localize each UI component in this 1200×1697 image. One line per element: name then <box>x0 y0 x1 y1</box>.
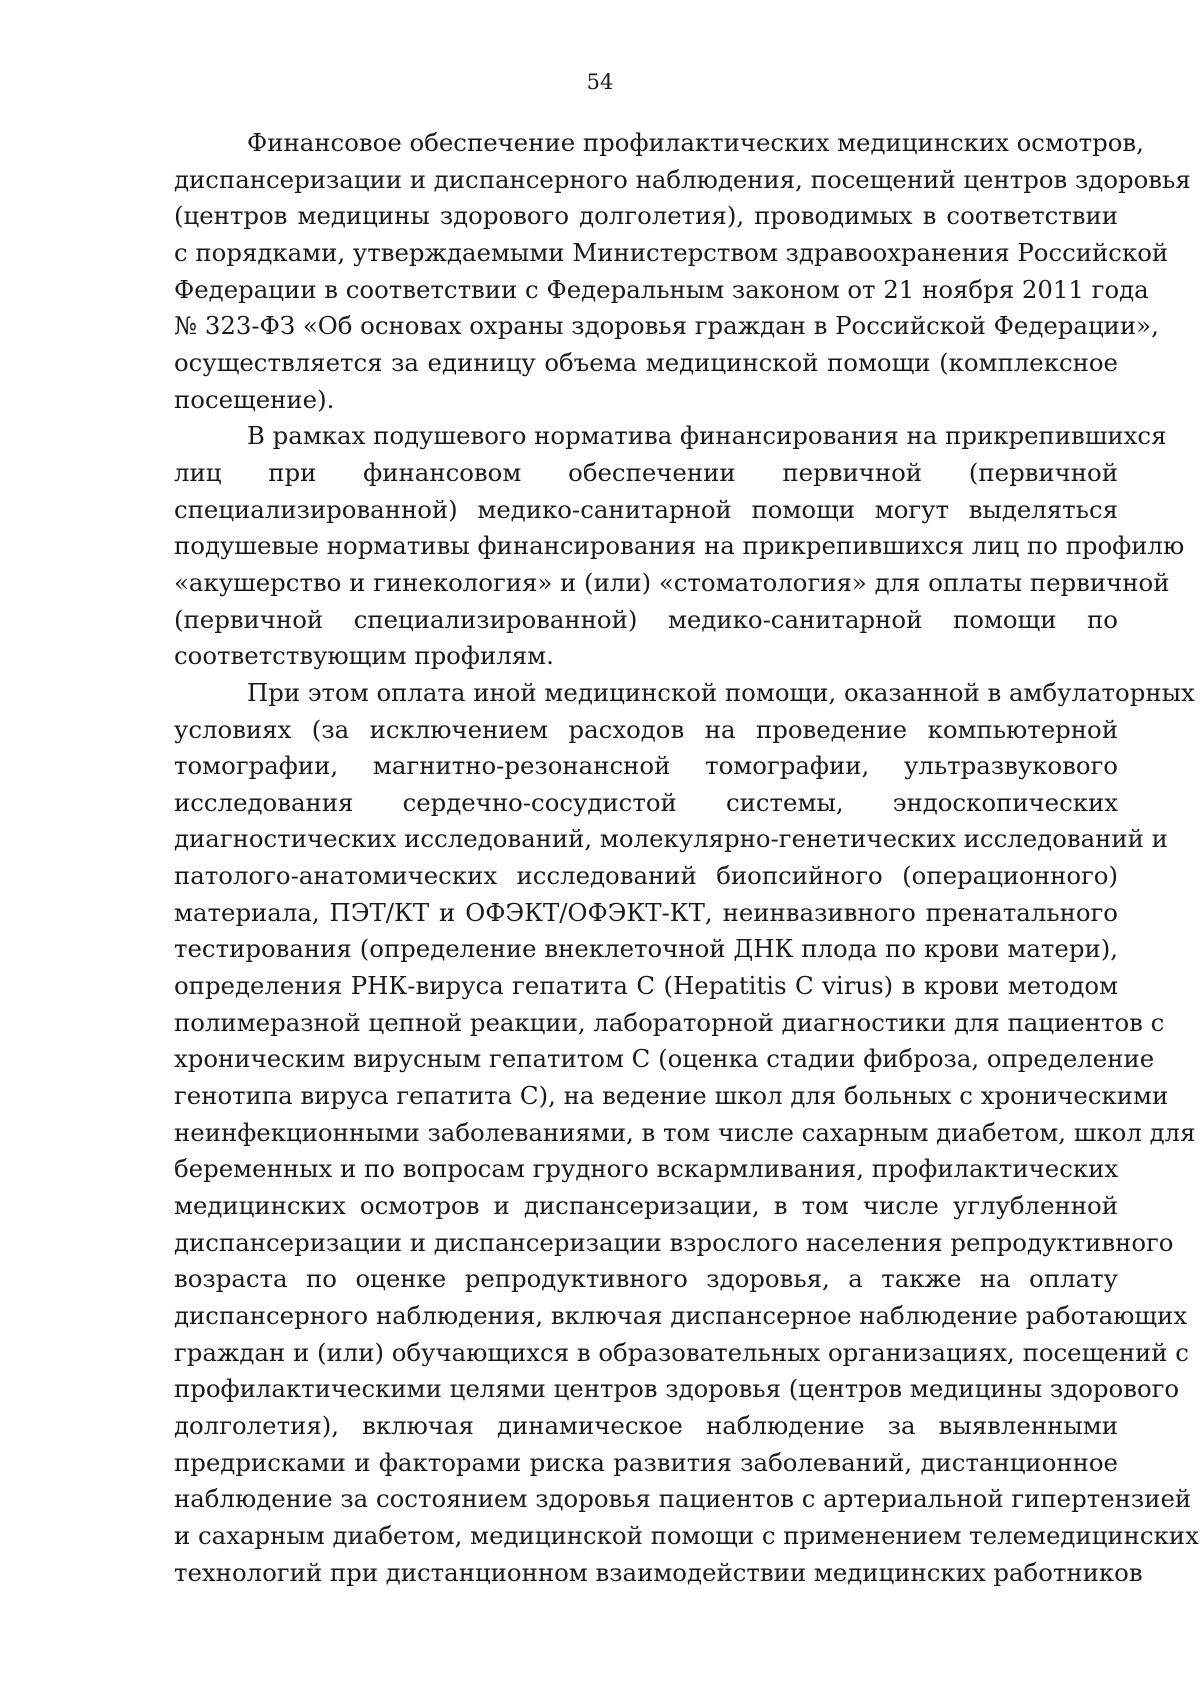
text-line: (первичной специализированной) медико-санитарной помощи по <box>174 604 1118 634</box>
text-line: соответствующим профилям. <box>174 641 554 671</box>
text-line: неинфекционными заболеваниями, в том числе сахарным диабетом, школ для <box>174 1117 1196 1147</box>
text-line: В рамках подушевого норматива финансирования на прикрепившихся <box>247 421 1167 451</box>
text-line: беременных и по вопросам грудного вскармливания, профилактических <box>174 1154 1119 1184</box>
text-line: хроническим вирусным гепатитом С (оценка стадии фиброза, определение <box>174 1044 1155 1074</box>
text-line: материала, ПЭТ/КТ и ОФЭКТ/ОФЭКТ-КТ, неинвазивного пренатального <box>174 897 1118 927</box>
text-line: тестирования (определение внеклеточной ДНК плода по крови матери), <box>174 934 1118 964</box>
text-line: возраста по оценке репродуктивного здоровья, а также на оплату <box>174 1264 1118 1294</box>
text-line: диспансеризации и диспансеризации взрослого населения репродуктивного <box>174 1227 1174 1257</box>
text-line: диспансерного наблюдения, включая диспансерное наблюдение работающих <box>174 1301 1188 1330</box>
text-line: полимеразной цепной реакции, лабораторной диагностики для пациентов с <box>174 1007 1165 1037</box>
text-line: осуществляется за единицу объема медицинской помощи (комплексное <box>174 347 1118 377</box>
text-line: диспансеризации и диспансерного наблюдения, посещений центров здоровья <box>174 164 1191 194</box>
text-line: долголетия), включая динамическое наблюдение за выявленными <box>174 1410 1118 1440</box>
text-line: наблюдение за состоянием здоровья пациентов с артериальной гипертензией <box>174 1484 1192 1514</box>
text-line: определения РНК-вируса гепатита С (Hepatitis C virus) в крови методом <box>174 971 1118 1001</box>
text-line: исследования сердечно-сосудистой системы, эндоскопических <box>174 787 1118 817</box>
text-line: предрисками и факторами риска развития заболеваний, дистанционное <box>174 1447 1118 1477</box>
text-line: диагностических исследований, молекулярно-генетических исследований и <box>174 824 1168 854</box>
text-line: № 323-ФЗ «Об основах охраны здоровья граждан в Российской Федерации», <box>174 311 1159 341</box>
paragraph-1 <box>174 125 1191 418</box>
text-line: граждан и (или) обучающихся в образовательных организациях, посещений с <box>174 1337 1189 1367</box>
text-line: условиях (за исключением расходов на проведение компьютерной <box>174 714 1118 744</box>
text-line: При этом оплата иной медицинской помощи, оказанной в амбулаторных <box>247 677 1195 707</box>
page-number: 54 <box>586 70 614 94</box>
text-line: и сахарным диабетом, медицинской помощи с применением телемедицинских <box>174 1520 1199 1550</box>
text-line: генотипа вируса гепатита С), на ведение школ для больных с хроническими <box>174 1081 1169 1111</box>
text-line: «акушерство и гинекология» и (или) «стоматология» для оплаты первичной <box>174 567 1170 597</box>
paragraph-3 <box>174 675 1199 1591</box>
text-line: посещение). <box>174 384 335 414</box>
text-line: томографии, магнитно-резонансной томографии, ультразвукового <box>174 751 1118 781</box>
text-line: Финансовое обеспечение профилактических медицинских осмотров, <box>247 128 1144 157</box>
text-line: лиц при финансовом обеспечении первичной (первичной <box>174 457 1118 487</box>
paragraph-2 <box>174 418 1185 675</box>
text-line: технологий при дистанционном взаимодействии медицинских работников <box>174 1557 1143 1587</box>
text-line: патолого-анатомических исследований биопсийного (операционного) <box>174 861 1118 891</box>
document-body <box>174 125 1199 1591</box>
text-line: профилактическими целями центров здоровья (центров медицины здорового <box>174 1374 1180 1404</box>
text-line: специализированной) медико-санитарной помощи могут выделяться <box>174 494 1118 524</box>
text-line: медицинских осмотров и диспансеризации, в том числе углубленной <box>174 1191 1118 1221</box>
text-line: (центров медицины здорового долголетия), проводимых в соответствии <box>174 201 1118 231</box>
text-line: с порядками, утверждаемыми Министерством здравоохранения Российской <box>174 237 1169 267</box>
text-line: подушевые нормативы финансирования на прикрепившихся лиц по профилю <box>174 531 1185 561</box>
text-line: Федерации в соответствии с Федеральным законом от 21 ноября 2011 года <box>174 274 1149 304</box>
